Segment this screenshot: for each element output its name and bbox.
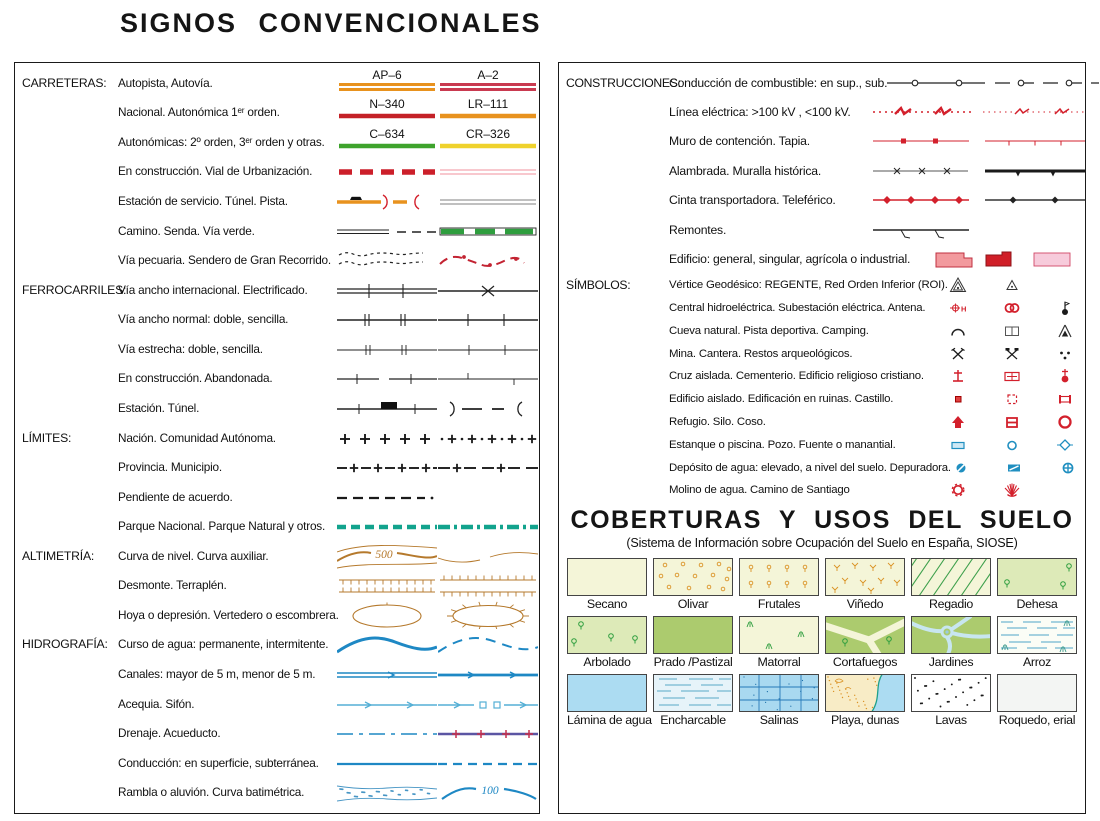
row-description: Central hidroeléctrica. Subestación eléctrica. Antena. <box>669 301 926 314</box>
acueducto-symbol <box>438 719 538 747</box>
swatch-cortafuegos <box>825 616 905 654</box>
row-description: Vía ancho normal: doble, sencilla. <box>118 312 289 327</box>
section-label: HIDROGRAFÍA: <box>22 637 108 652</box>
pendiente-symbol <box>336 483 438 511</box>
service-station-symbol <box>336 187 438 215</box>
legend-row <box>15 482 539 512</box>
cueva-symbol <box>948 321 968 340</box>
svg-text:N–340: N–340 <box>369 98 405 112</box>
swatch-lavas <box>911 674 991 712</box>
row-description: Conducción de combustible: en sup., sub. <box>669 75 888 90</box>
road-single-symbol <box>336 128 438 156</box>
row-description: Estación. Túnel. <box>118 400 200 415</box>
rail-estrecha-sencilla-symbol <box>438 335 538 363</box>
legend-row <box>559 342 1085 365</box>
legend-row <box>559 319 1085 342</box>
left-panel <box>14 62 540 814</box>
row-description: Vía ancho internacional. Electrificado. <box>118 282 308 297</box>
row-description: Nacional. Autonómica 1ᵉʳ orden. <box>118 105 280 120</box>
alambrada-muralla-symbol <box>873 158 1085 184</box>
row-description: Vía estrecha: doble, sencilla. <box>118 341 263 356</box>
vertedero-symbol <box>438 601 538 629</box>
legend-row <box>15 393 539 423</box>
swatch-matorral <box>739 616 819 654</box>
row-description: En construcción. Vial de Urbanización. <box>118 164 313 179</box>
coberturas-title: COBERTURAS Y USOS DEL SUELO <box>570 505 1074 534</box>
via-verde-symbol <box>438 217 538 245</box>
section-label: SÍMBOLOS: <box>566 278 631 293</box>
legend-row <box>15 511 539 541</box>
castillo-symbol <box>1055 390 1075 409</box>
symbol-slots <box>948 435 1085 454</box>
landcover-cell <box>911 674 991 727</box>
swatch-label: Arroz <box>1022 654 1052 669</box>
coberturas-subtitle: (Sistema de Información sobre Ocupación del Suelo en España, SIOSE) <box>626 535 1018 550</box>
page-title: SIGNOS CONVENCIONALES <box>120 8 542 38</box>
road-single-symbol <box>438 128 538 156</box>
road-single-symbol <box>438 98 538 126</box>
row-description: Cruz aislada. Cementerio. Edificio religioso cristiano. <box>669 370 924 383</box>
swatch-label: Arbolado <box>583 654 631 669</box>
row-description: Estanque o piscina. Pozo. Fuente o manantial. <box>669 438 896 451</box>
road-double-symbol <box>336 69 438 97</box>
row-description: Desmonte. Terraplén. <box>118 578 227 593</box>
swatch-label: Playa, dunas <box>830 712 900 727</box>
legend-row <box>15 748 539 778</box>
row-description: Pendiente de acuerdo. <box>118 489 233 504</box>
section-label: CONSTRUCCIONES: <box>566 75 681 90</box>
legend-row <box>15 630 539 660</box>
legend-row <box>15 452 539 482</box>
svg-text:LR–111: LR–111 <box>467 98 509 112</box>
legend-row <box>15 718 539 748</box>
swatch-label: Secano <box>586 596 628 611</box>
row-description: Molino de agua. Camino de Santiago <box>669 484 850 497</box>
legend-row <box>15 364 539 394</box>
swatch-dehesa <box>997 558 1077 596</box>
row-description: Curso de agua: permanente, intermitente. <box>118 637 329 652</box>
landcover-cell <box>825 616 905 669</box>
silo-symbol <box>1002 412 1022 431</box>
swatch-label: Cortafuegos <box>832 654 898 669</box>
row-description: Estación de servicio. Túnel. Pista. <box>118 194 288 209</box>
row-description: Parque Nacional. Parque Natural y otros. <box>118 519 326 534</box>
desmonte-symbol <box>336 571 438 599</box>
swatch-label: Roquedo, erial <box>998 712 1076 727</box>
hidroelectrica-symbol <box>948 298 968 317</box>
row-description: Camino. Senda. Vía verde. <box>118 223 255 238</box>
swatch-olivar <box>653 558 733 596</box>
svg-text:AP–6: AP–6 <box>372 68 402 82</box>
landcover-cell <box>911 616 991 669</box>
dash-thick-symbol <box>336 157 438 185</box>
swatch-secano <box>567 558 647 596</box>
empty-slot <box>1055 276 1075 295</box>
geo-roi-symbol <box>1002 276 1022 295</box>
legend-row <box>559 186 1085 215</box>
legend-row <box>559 274 1085 297</box>
landcover-cell <box>739 558 819 611</box>
row-description: Drenaje. Acueducto. <box>118 726 221 741</box>
symbol-slots <box>948 276 1085 295</box>
linea-electrica-symbol <box>873 99 1085 125</box>
subestacion-symbol <box>1002 298 1022 317</box>
row-description: Cinta transportadora. Teleférico. <box>669 193 836 208</box>
swatch-prado <box>653 616 733 654</box>
refugio-symbol <box>948 412 968 431</box>
legend-row <box>15 659 539 689</box>
landcover-cell <box>997 558 1077 611</box>
row-description: Línea eléctrica: >100 kV , <100 kV. <box>669 105 851 120</box>
legend-row <box>559 411 1085 434</box>
swatch-frutales <box>739 558 819 596</box>
row-description: Autonómicas: 2º orden, 3ᵉʳ orden y otras. <box>118 134 325 149</box>
row-description: Vértice Geodésico: REGENTE, Red Orden Inferior (ROI). <box>669 279 948 292</box>
geo-regente-symbol <box>948 276 968 295</box>
religioso-symbol <box>1055 367 1075 386</box>
svg-text:C–634: C–634 <box>369 127 405 141</box>
row-description: Depósito de agua: elevado, a nivel del suelo. Depuradora. <box>669 461 951 474</box>
swatch-label: Lavas <box>935 712 967 727</box>
ruinas-symbol <box>1002 390 1022 409</box>
symbol-slots <box>948 298 1085 317</box>
pozo-symbol <box>1002 435 1022 454</box>
cantera-symbol <box>1002 344 1022 363</box>
section-label: FERROCARRILES: <box>22 282 127 297</box>
legend-row <box>15 423 539 453</box>
conduccion-subterranea-symbol <box>438 749 538 777</box>
parque-natural-symbol <box>438 512 538 540</box>
symbol-slots <box>951 458 1088 477</box>
legend-row <box>559 97 1085 126</box>
landcover-cell <box>911 558 991 611</box>
section-label: ALTIMETRÍA: <box>22 548 95 563</box>
legend-row <box>15 98 539 128</box>
legend-row <box>559 365 1085 388</box>
legend-row <box>15 600 539 630</box>
legend-row <box>559 68 1085 97</box>
legend-row <box>559 156 1085 185</box>
terraplen-symbol <box>438 571 538 599</box>
row-description: Muro de contención. Tapia. <box>669 134 810 149</box>
limite-nacion-symbol <box>336 424 438 452</box>
svg-text:A–2: A–2 <box>477 68 499 82</box>
sifon-symbol <box>438 690 538 718</box>
legend-row <box>559 215 1085 244</box>
swatch-label: Olivar <box>677 596 709 611</box>
row-description: Canales: mayor de 5 m, menor de 5 m. <box>118 667 316 682</box>
cementerio-symbol <box>1002 367 1022 386</box>
landcover-cell <box>567 558 647 611</box>
rail-abandonada-symbol <box>438 364 538 392</box>
depuradora-symbol <box>1058 458 1078 477</box>
svg-text:CR–326: CR–326 <box>465 127 511 141</box>
road-double-symbol <box>438 69 538 97</box>
camping-symbol <box>1055 321 1075 340</box>
row-description: Autopista, Autovía. <box>118 75 213 90</box>
swatch-label: Regadio <box>928 596 974 611</box>
parque-nacional-symbol <box>336 512 438 540</box>
landcover-cell <box>653 558 733 611</box>
legend-row <box>559 433 1085 456</box>
row-description: Vía pecuaria. Sendero de Gran Recorrido. <box>118 253 331 268</box>
landcover-cell <box>653 674 733 727</box>
landcover-cell <box>997 616 1077 669</box>
swatch-label: Encharcable <box>660 712 726 727</box>
edificio-aislado-symbol <box>948 390 968 409</box>
camino-senda-symbol <box>336 217 438 245</box>
santiago-symbol <box>1002 481 1022 500</box>
swatch-label: Matorral <box>757 654 801 669</box>
swatch-jardines <box>911 616 991 654</box>
road-single-symbol <box>336 98 438 126</box>
section-label: LÍMITES: <box>22 430 72 445</box>
landcover-cell <box>739 616 819 669</box>
row-description: Edificio aislado. Edificación en ruinas. Castillo. <box>669 393 894 406</box>
deposito-suelo-symbol <box>1004 458 1024 477</box>
remontes-symbol <box>873 217 1085 243</box>
limite-provincia-symbol <box>336 453 438 481</box>
symbol-slots <box>948 481 1085 500</box>
legend-row <box>15 68 539 98</box>
fuente-symbol <box>1055 435 1075 454</box>
curva-auxiliar-symbol <box>438 542 538 570</box>
legend-row <box>15 689 539 719</box>
symbol-slots <box>948 344 1085 363</box>
legend-row <box>559 479 1085 502</box>
section-label: CARRETERAS: <box>22 75 107 90</box>
legend-row <box>559 456 1085 479</box>
molino-symbol <box>948 481 968 500</box>
combustible-symbol <box>887 70 1099 96</box>
antena-symbol <box>1055 298 1075 317</box>
swatch-lamina <box>567 674 647 712</box>
hoya-symbol <box>336 601 438 629</box>
rambla-symbol <box>336 778 438 806</box>
row-description: Alambrada. Muralla histórica. <box>669 163 822 178</box>
symbol-slots <box>948 367 1085 386</box>
pista-deportiva-symbol <box>1002 321 1022 340</box>
rail-sencilla-symbol <box>438 305 538 333</box>
swatch-vinedo <box>825 558 905 596</box>
coberturas-section <box>559 506 1085 727</box>
legend-row <box>15 334 539 364</box>
drenaje-symbol <box>336 719 438 747</box>
deposito-elevado-symbol <box>951 458 971 477</box>
via-pecuaria-symbol <box>336 246 438 274</box>
canal-menor-symbol <box>438 660 538 688</box>
landcover-cell <box>997 674 1077 727</box>
double-thin-symbol <box>438 187 538 215</box>
rail-estacion-symbol <box>336 394 438 422</box>
landcover-cell <box>825 674 905 727</box>
svg-text:H: H <box>961 304 967 314</box>
swatch-label: Salinas <box>759 712 799 727</box>
landcover-cell <box>739 674 819 727</box>
row-description: Curva de nivel. Curva auxiliar. <box>118 548 269 563</box>
landcover-cell <box>825 558 905 611</box>
row-description: Nación. Comunidad Autónoma. <box>118 430 276 445</box>
row-description: Rambla o aluvión. Curva batimétrica. <box>118 785 305 800</box>
curva-nivel-symbol <box>336 542 438 570</box>
edificios-symbol <box>910 246 1100 272</box>
batimetrica-symbol <box>438 778 538 806</box>
coso-symbol <box>1055 412 1075 431</box>
swatch-roquedo <box>997 674 1077 712</box>
rail-intl-symbol <box>336 276 438 304</box>
row-description: Mina. Cantera. Restos arqueológicos. <box>669 347 853 360</box>
row-description: Refugio. Silo. Coso. <box>669 415 766 428</box>
curso-permanente-symbol <box>336 630 438 658</box>
estanque-symbol <box>948 435 968 454</box>
svg-text:500: 500 <box>375 548 393 561</box>
limite-autonomia-symbol <box>438 424 538 452</box>
legend-row <box>15 157 539 187</box>
rail-electrificado-symbol <box>438 276 538 304</box>
row-description: Provincia. Municipio. <box>118 460 222 475</box>
acequia-symbol <box>336 690 438 718</box>
swatch-salinas <box>739 674 819 712</box>
symbol-slots <box>948 412 1085 431</box>
double-thin-symbol <box>438 157 538 185</box>
restos-symbol <box>1055 344 1075 363</box>
legend-row <box>559 297 1085 320</box>
left-panel-rows <box>15 63 539 813</box>
landcover-cell <box>567 616 647 669</box>
cinta-teleferico-symbol <box>873 187 1085 213</box>
row-description: Conducción: en superficie, subterránea. <box>118 755 319 770</box>
symbol-slots <box>948 390 1085 409</box>
curso-intermitente-symbol <box>438 630 538 658</box>
limite-municipio-symbol <box>438 453 538 481</box>
legend-row <box>15 778 539 808</box>
swatch-regadio <box>911 558 991 596</box>
legend-row <box>15 186 539 216</box>
row-description: Cueva natural. Pista deportiva. Camping. <box>669 324 869 337</box>
landcover-cell <box>567 674 652 727</box>
mina-symbol <box>948 344 968 363</box>
muro-tapia-symbol <box>873 128 1085 154</box>
legend-row <box>15 275 539 305</box>
row-description: Acequia. Sifón. <box>118 696 195 711</box>
legend-row <box>15 245 539 275</box>
legend-row <box>15 127 539 157</box>
rail-tunel-symbol <box>438 394 538 422</box>
row-description: En construcción. Abandonada. <box>118 371 273 386</box>
landcover-cell <box>653 616 733 669</box>
swatch-arroz <box>997 616 1077 654</box>
empty-slot <box>1055 481 1075 500</box>
swatch-label: Dehesa <box>1016 596 1058 611</box>
legend-row <box>559 388 1085 411</box>
swatch-label: Lámina de agua <box>567 712 652 727</box>
rail-construccion-symbol <box>336 364 438 392</box>
row-description: Remontes. <box>669 222 727 237</box>
legend-row <box>15 216 539 246</box>
right-panel <box>558 62 1086 814</box>
legend-row <box>15 305 539 335</box>
swatch-label: Jardines <box>928 654 974 669</box>
swatch-playa <box>825 674 905 712</box>
symbol-slots <box>948 321 1085 340</box>
rail-estrecha-doble-symbol <box>336 335 438 363</box>
svg-text:100: 100 <box>481 785 499 798</box>
row-description: Edificio: general, singular, agrícola o industrial. <box>669 252 911 267</box>
swatch-label: Prado /Pastizal <box>653 654 733 669</box>
sendero-gr-symbol <box>438 246 538 274</box>
cruz-aislada-symbol <box>948 367 968 386</box>
legend-row <box>559 244 1085 273</box>
legend-row <box>15 571 539 601</box>
row-description: Hoya o depresión. Vertedero o escombrera. <box>118 607 339 622</box>
swatch-arbolado <box>567 616 647 654</box>
rail-doble-symbol <box>336 305 438 333</box>
coberturas-grid <box>559 550 1085 727</box>
swatch-label: Viñedo <box>846 596 884 611</box>
legend-row <box>15 541 539 571</box>
legend-row <box>559 127 1085 156</box>
canal-mayor-symbol <box>336 660 438 688</box>
swatch-encharcable <box>653 674 733 712</box>
swatch-label: Frutales <box>757 596 801 611</box>
right-panel-rows <box>559 63 1085 502</box>
conduccion-superficie-symbol <box>336 749 438 777</box>
